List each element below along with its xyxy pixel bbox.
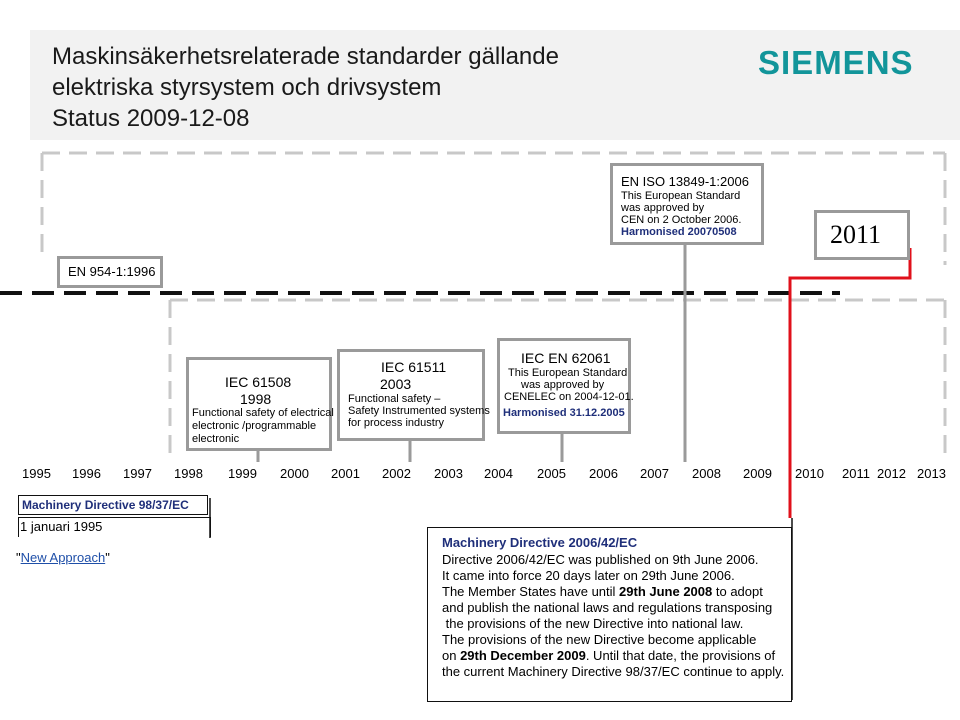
iso13849-harmonised: Harmonised 20070508 (621, 226, 737, 238)
year-tick: 2009 (743, 466, 772, 481)
iso13849-line4: CEN on 2 October 2006. (621, 214, 742, 226)
iec61511-line3: Functional safety – (348, 393, 441, 405)
iec61511-line5: for process industry (348, 417, 444, 429)
md2006-line4: and publish the national laws and regulations transposing (442, 600, 773, 615)
iec62061-line2: This European Standard (508, 367, 628, 379)
year-tick: 1996 (72, 466, 101, 481)
year-tick: 2008 (692, 466, 721, 481)
md2006-line3-a: The Member States have until (442, 584, 620, 599)
page-title-line1: Maskinsäkerhetsrelaterade standarder gällande (52, 43, 559, 70)
md2006-line7-c: . Until that date, the provisions of (585, 648, 776, 663)
md2006-line8: the current Machinery Directive 98/37/EC continue to apply. (442, 664, 785, 679)
md2006-line6: The provisions of the new Directive become applicable (442, 632, 757, 647)
year-tick: 2005 (537, 466, 566, 481)
page-title-line3: Status 2009-12-08 (52, 105, 250, 132)
en954-label: EN 954-1:1996 (68, 264, 156, 279)
iso13849-title: EN ISO 13849-1:2006 (621, 174, 749, 189)
year-tick: 2006 (589, 466, 618, 481)
year-2011-label: 2011 (830, 220, 882, 249)
iec62061-harmonised: Harmonised 31.12.2005 (503, 407, 625, 419)
iec61511-line4: Safety Instrumented systems (348, 405, 490, 417)
iec61508-year: 1998 (240, 391, 272, 407)
md2006-deadline-2009: 29th December 2009 (460, 648, 586, 663)
iec62061-line4: CENELEC on 2004-12-01. (504, 391, 634, 403)
year-tick: 2012 (877, 466, 906, 481)
new-approach-text (16, 550, 110, 565)
md2006-line7-a: on (442, 648, 461, 663)
iso13849-line3: was approved by (621, 202, 705, 214)
year-tick: 2003 (434, 466, 463, 481)
iec61508-line5: electronic (192, 433, 240, 445)
md98-title: Machinery Directive 98/37/EC (22, 498, 189, 512)
year-tick: 1999 (228, 466, 257, 481)
iec61508-title: IEC 61508 (225, 374, 292, 390)
md2006-line7 (442, 648, 775, 663)
iec61511-year: 2003 (380, 376, 412, 392)
md2006-line1: Directive 2006/42/EC was published on 9th June 2006. (442, 552, 759, 567)
iec61508-line4: electronic /programmable (192, 420, 317, 432)
year-tick: 1998 (174, 466, 203, 481)
siemens-logo: SIEMENS (758, 44, 914, 81)
year-tick: 2007 (640, 466, 669, 481)
md98-date: 1 januari 1995 (20, 519, 103, 534)
md2006-deadline-2008: 29th June 2008 (619, 584, 713, 599)
md2006-line2: It came into force 20 days later on 29th June 2006. (442, 568, 735, 583)
iec62061-title: IEC EN 62061 (521, 350, 611, 366)
year-tick: 2001 (331, 466, 360, 481)
year-tick: 2013 (917, 466, 946, 481)
md2006-line5: the provisions of the new Directive into national law. (442, 616, 744, 631)
iso13849-line2: This European Standard (621, 190, 741, 202)
md2006-title: Machinery Directive 2006/42/EC (442, 535, 638, 550)
quote-open: " (16, 550, 21, 565)
md2006-line3-c: to adopt (712, 584, 763, 599)
year-tick: 2011 (842, 466, 870, 481)
year-tick: 2004 (484, 466, 513, 481)
new-approach-link[interactable]: New Approach (20, 550, 106, 565)
year-tick: 1997 (123, 466, 152, 481)
year-tick: 2010 (795, 466, 824, 481)
iec62061-line3: was approved by (521, 379, 605, 391)
iec61508-line3: Functional safety of electrical (192, 407, 334, 419)
quote-close: " (105, 550, 110, 565)
md2006-line3 (442, 584, 763, 599)
year-tick: 1995 (22, 466, 51, 481)
year-tick: 2000 (280, 466, 309, 481)
iec61511-title: IEC 61511 (381, 359, 447, 375)
year-tick: 2002 (382, 466, 411, 481)
page-title-line2: elektriska styrsystem och drivsystem (52, 74, 442, 101)
